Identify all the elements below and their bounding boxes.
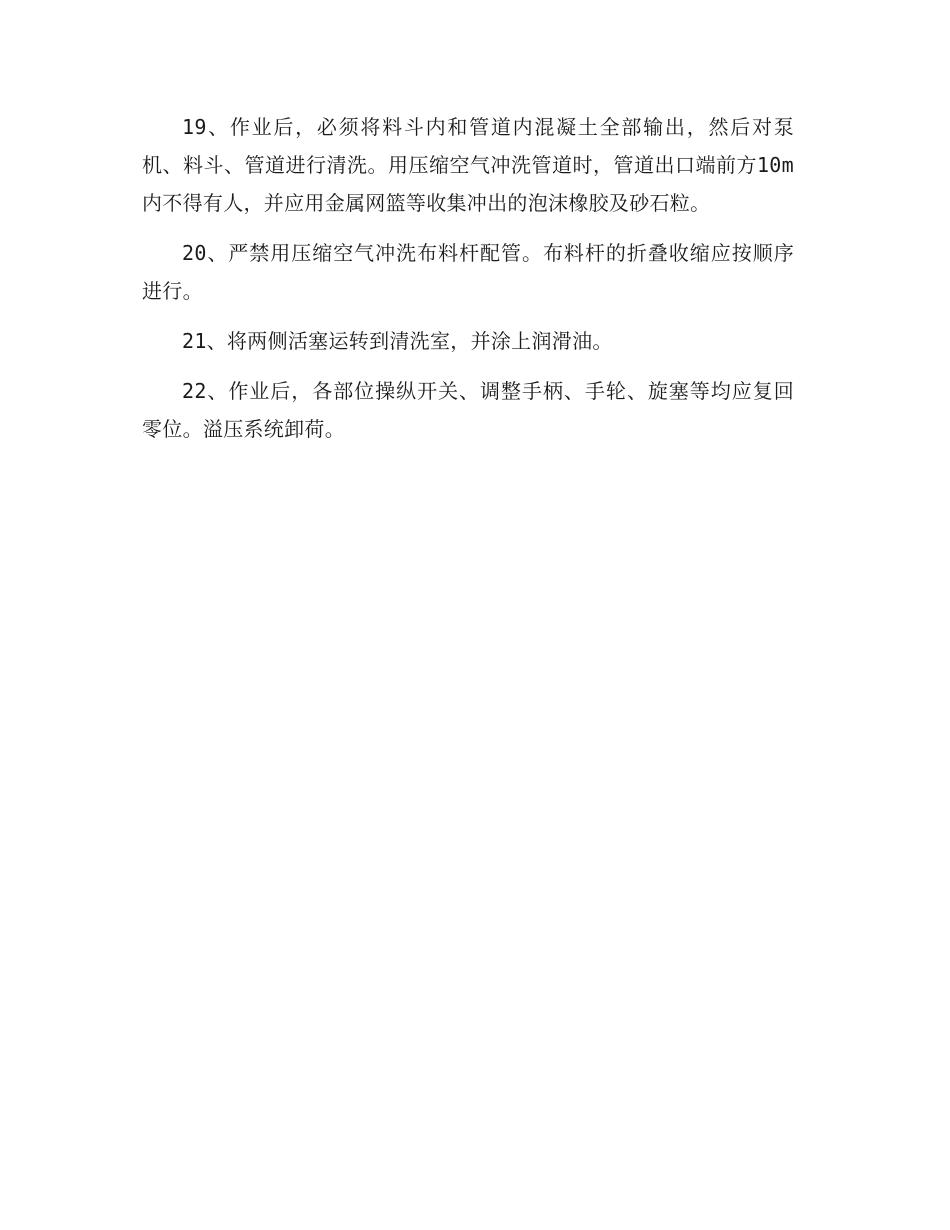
paragraph-20: 20、严禁用压缩空气冲洗布料杆配管。布料杆的折叠收缩应按顺序进行。 [142,241,794,303]
paragraph-21: 21、将两侧活塞运转到清洗室，并涂上润滑油。 [182,329,613,353]
document-body [142,108,794,460]
paragraph-19: 19、作业后，必须将料斗内和管道内混凝土全部输出，然后对泵机、料斗、管道进行清洗。用压缩空气冲洗管道时，管道出口端前方10m内不得有人，并应用金属网篮等收集冲出的泡沫橡胶及砂石粒。 [142,115,794,215]
paragraph-22: 22、作业后，各部位操纵开关、调整手柄、手轮、旋塞等均应复回零位。溢压系统卸荷。 [142,379,794,441]
